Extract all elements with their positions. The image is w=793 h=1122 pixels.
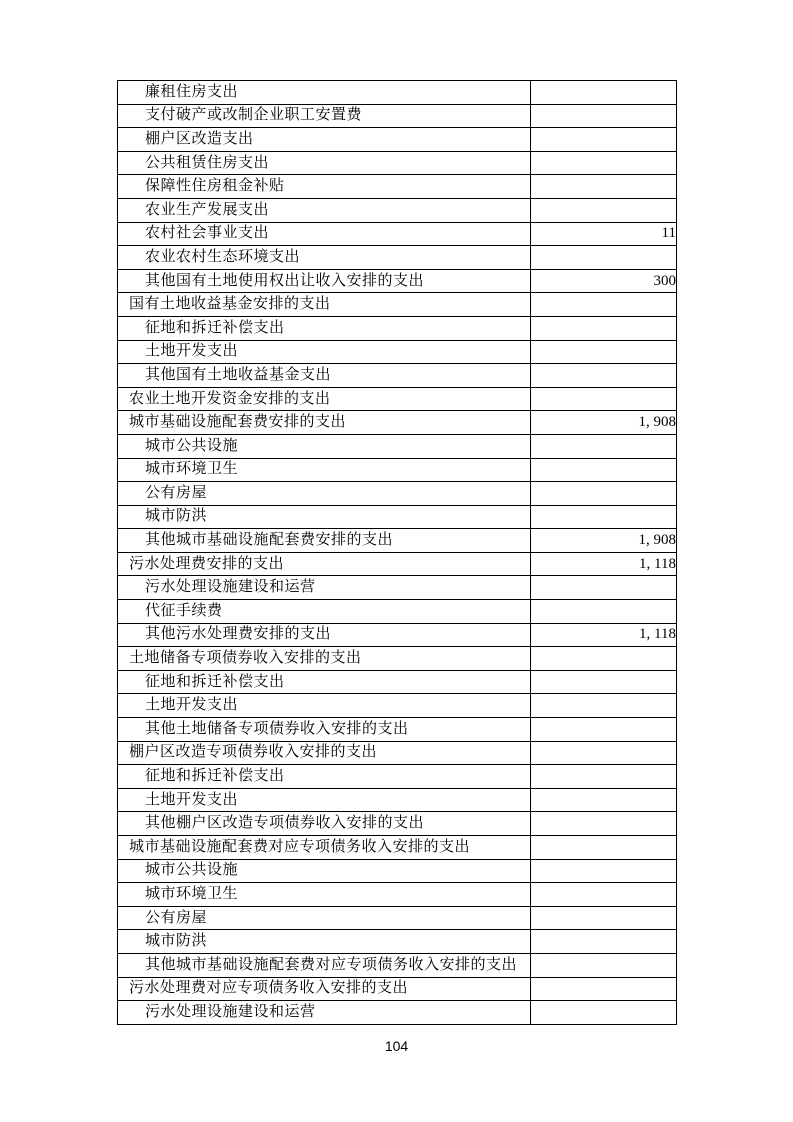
table-row (118, 552, 677, 576)
row-label: 其他污水处理费安排的支出 (118, 623, 531, 647)
row-value (531, 859, 677, 883)
table-row (118, 104, 677, 128)
table-row (118, 434, 677, 458)
row-value (531, 293, 677, 317)
table-row (118, 718, 677, 742)
row-label: 其他城市基础设施配套费安排的支出 (118, 529, 531, 553)
row-value (531, 198, 677, 222)
row-value (531, 576, 677, 600)
table-row (118, 1001, 677, 1025)
page-number: 104 (384, 1038, 409, 1054)
table-row (118, 81, 677, 105)
table-row (118, 387, 677, 411)
row-label: 土地开发支出 (118, 694, 531, 718)
table-row (118, 741, 677, 765)
table-row (118, 175, 677, 199)
row-label: 代征手续费 (118, 600, 531, 624)
row-value (531, 977, 677, 1001)
table-row (118, 883, 677, 907)
table-row (118, 859, 677, 883)
row-label: 农业生产发展支出 (118, 198, 531, 222)
table-row (118, 293, 677, 317)
table-row (118, 529, 677, 553)
table-row (118, 151, 677, 175)
table-row (118, 765, 677, 789)
table-row (118, 647, 677, 671)
row-value (531, 930, 677, 954)
row-label: 污水处理费对应专项债务收入安排的支出 (118, 977, 531, 1001)
row-value (531, 765, 677, 789)
table-body (118, 81, 677, 1025)
row-value: 1, 118 (531, 623, 677, 647)
row-value (531, 670, 677, 694)
row-label: 土地开发支出 (118, 340, 531, 364)
row-value (531, 505, 677, 529)
row-label: 农村社会事业支出 (118, 222, 531, 246)
row-label: 其他土地储备专项债券收入安排的支出 (118, 718, 531, 742)
row-label: 城市公共设施 (118, 859, 531, 883)
table-row (118, 930, 677, 954)
row-label: 污水处理设施建设和运营 (118, 1001, 531, 1025)
row-value: 300 (531, 269, 677, 293)
row-label: 其他棚户区改造专项债券收入安排的支出 (118, 812, 531, 836)
table-row (118, 694, 677, 718)
row-value (531, 600, 677, 624)
row-value (531, 316, 677, 340)
row-label: 棚户区改造支出 (118, 128, 531, 152)
table-row (118, 505, 677, 529)
table-row (118, 600, 677, 624)
table-row (118, 222, 677, 246)
row-label: 棚户区改造专项债券收入安排的支出 (118, 741, 531, 765)
table-row (118, 788, 677, 812)
row-value (531, 458, 677, 482)
budget-table (117, 80, 677, 1025)
table-row (118, 246, 677, 270)
table-row (118, 977, 677, 1001)
row-value: 1, 118 (531, 552, 677, 576)
row-value (531, 1001, 677, 1025)
table-row (118, 269, 677, 293)
row-value (531, 364, 677, 388)
row-value: 11 (531, 222, 677, 246)
table-row (118, 198, 677, 222)
row-label: 征地和拆迁补偿支出 (118, 670, 531, 694)
row-label: 城市防洪 (118, 505, 531, 529)
row-label: 公有房屋 (118, 906, 531, 930)
row-value (531, 812, 677, 836)
row-value (531, 387, 677, 411)
table-row (118, 128, 677, 152)
row-label: 城市基础设施配套费安排的支出 (118, 411, 531, 435)
table-row (118, 364, 677, 388)
table-row (118, 623, 677, 647)
row-value (531, 883, 677, 907)
row-value (531, 906, 677, 930)
row-label: 征地和拆迁补偿支出 (118, 316, 531, 340)
row-value (531, 694, 677, 718)
row-value: 1, 908 (531, 529, 677, 553)
row-label: 农业农村生态环境支出 (118, 246, 531, 270)
table-row (118, 340, 677, 364)
row-label: 污水处理费安排的支出 (118, 552, 531, 576)
row-value (531, 104, 677, 128)
table-row (118, 576, 677, 600)
row-value (531, 434, 677, 458)
row-label: 其他城市基础设施配套费对应专项债务收入安排的支出 (118, 953, 531, 977)
row-value (531, 788, 677, 812)
row-label: 廉租住房支出 (118, 81, 531, 105)
row-value (531, 741, 677, 765)
row-value (531, 151, 677, 175)
table-row (118, 482, 677, 506)
row-label: 征地和拆迁补偿支出 (118, 765, 531, 789)
table-row (118, 836, 677, 860)
row-value (531, 482, 677, 506)
table-row (118, 953, 677, 977)
row-label: 城市防洪 (118, 930, 531, 954)
row-label: 农业土地开发资金安排的支出 (118, 387, 531, 411)
row-value (531, 246, 677, 270)
row-value (531, 81, 677, 105)
row-label: 保障性住房租金补贴 (118, 175, 531, 199)
row-value (531, 836, 677, 860)
row-value: 1, 908 (531, 411, 677, 435)
table-row (118, 670, 677, 694)
row-label: 城市环境卫生 (118, 458, 531, 482)
row-label: 城市基础设施配套费对应专项债务收入安排的支出 (118, 836, 531, 860)
row-label: 公共租赁住房支出 (118, 151, 531, 175)
row-label: 国有土地收益基金安排的支出 (118, 293, 531, 317)
row-label: 支付破产或改制企业职工安置费 (118, 104, 531, 128)
row-value (531, 953, 677, 977)
table-row (118, 906, 677, 930)
row-label: 其他国有土地收益基金支出 (118, 364, 531, 388)
row-value (531, 340, 677, 364)
row-value (531, 175, 677, 199)
row-value (531, 718, 677, 742)
table-row (118, 411, 677, 435)
table-row (118, 812, 677, 836)
row-value (531, 647, 677, 671)
table-row (118, 316, 677, 340)
table-row (118, 458, 677, 482)
row-label: 污水处理设施建设和运营 (118, 576, 531, 600)
row-label: 其他国有土地使用权出让收入安排的支出 (118, 269, 531, 293)
row-label: 城市环境卫生 (118, 883, 531, 907)
row-value (531, 128, 677, 152)
row-label: 公有房屋 (118, 482, 531, 506)
row-label: 土地储备专项债券收入安排的支出 (118, 647, 531, 671)
row-label: 土地开发支出 (118, 788, 531, 812)
row-label: 城市公共设施 (118, 434, 531, 458)
